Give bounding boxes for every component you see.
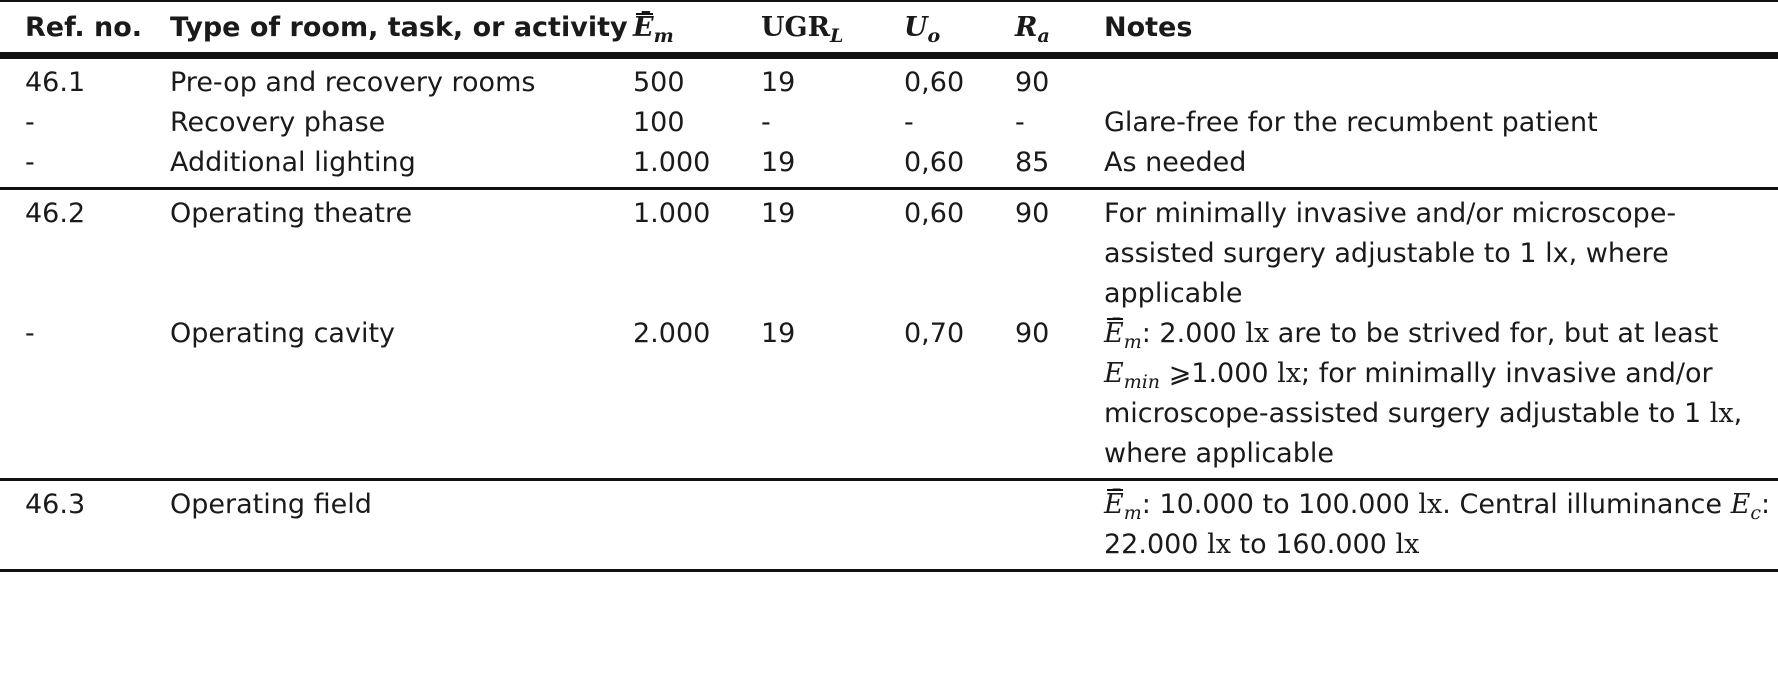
note-text: ⩾1.000 <box>1160 358 1278 389</box>
cell-ref: - <box>25 107 35 138</box>
table-row <box>0 56 1778 104</box>
header-notes: Notes <box>1104 12 1193 43</box>
cell-em: 1.000 <box>633 198 711 229</box>
header-ugr-symbol: UGR <box>761 12 831 43</box>
header-row <box>0 1 1778 56</box>
cell-em: 500 <box>633 67 685 98</box>
cell-ra: 90 <box>1015 198 1050 229</box>
note-unit: lx <box>1418 489 1443 520</box>
cell-type: Operating theatre <box>170 198 413 229</box>
cell-em: 1.000 <box>633 147 711 178</box>
table-row <box>0 480 1778 571</box>
header-em <box>633 1 761 56</box>
cell-ra: - <box>1015 107 1025 138</box>
note-unit: lx <box>1245 318 1270 349</box>
cell-notes <box>1104 314 1778 480</box>
cell-ugr: 19 <box>761 198 796 229</box>
note-symbol: E <box>1730 489 1751 520</box>
cell-type: Additional lighting <box>170 147 416 178</box>
header-type: Type of room, task, or activity <box>170 12 628 43</box>
cell-notes: As needed <box>1104 147 1247 178</box>
note-text: : 10.000 to 100.000 <box>1141 489 1419 520</box>
header-ra <box>1015 1 1104 56</box>
note-unit: lx <box>1277 358 1302 389</box>
cell-ra: 90 <box>1015 67 1050 98</box>
header-ugr <box>761 1 904 56</box>
note-unit: lx <box>1207 529 1231 560</box>
cell-type: Pre-op and recovery rooms <box>170 67 536 98</box>
cell-ra: 90 <box>1015 318 1050 349</box>
header-uo-subscript: o <box>927 25 941 47</box>
table-row <box>0 103 1778 143</box>
table-row <box>0 314 1778 480</box>
table-row <box>0 143 1778 189</box>
header-em-symbol: Ē <box>633 9 654 47</box>
cell-em <box>633 480 761 571</box>
note-unit: lx <box>1709 398 1734 429</box>
cell-ra <box>1015 480 1104 571</box>
cell-type: Recovery phase <box>170 107 386 138</box>
cell-uo: - <box>904 107 914 138</box>
note-text: are to be strived for, but at least <box>1269 318 1719 349</box>
note-symbol: Ē <box>1104 485 1124 525</box>
cell-uo: 0,70 <box>904 318 965 349</box>
cell-uo: 0,60 <box>904 147 965 178</box>
note-text: ; for minimally invasive and/or microscope-assisted surgery adjustable to 1 <box>1104 358 1713 429</box>
header-uo <box>904 1 1015 56</box>
cell-type: Operating field <box>170 489 372 520</box>
note-subscript: min <box>1123 371 1161 393</box>
header-ra-subscript: a <box>1037 25 1050 47</box>
cell-ref: 46.1 <box>25 67 86 98</box>
cell-em: 100 <box>633 107 685 138</box>
cell-uo <box>904 480 1015 571</box>
cell-ref: 46.2 <box>25 198 86 229</box>
cell-ugr <box>761 480 904 571</box>
note-subscript: m <box>1123 502 1142 524</box>
cell-notes <box>1104 56 1778 104</box>
note-subscript: c <box>1750 502 1761 524</box>
header-ra-symbol: R <box>1015 12 1038 43</box>
cell-ugr: 19 <box>761 147 796 178</box>
header-em-subscript: m <box>653 25 674 47</box>
cell-em: 2.000 <box>633 318 711 349</box>
header-ref-no: Ref. no. <box>25 12 143 43</box>
cell-ref: - <box>25 147 35 178</box>
cell-notes: Glare-free for the recumbent patient <box>1104 107 1598 138</box>
cell-ugr: 19 <box>761 318 796 349</box>
note-symbol: E <box>1104 358 1124 389</box>
cell-uo: 0,60 <box>904 198 965 229</box>
cell-ugr: 19 <box>761 67 796 98</box>
cell-notes: For minimally invasive and/or microscope-assisted surgery adjustable to 1 lx, where applicable <box>1104 198 1677 309</box>
note-text: , where applicable <box>1104 398 1743 469</box>
table-row <box>0 189 1778 315</box>
cell-ref: - <box>25 318 35 349</box>
note-subscript: m <box>1123 331 1142 353</box>
cell-ref: 46.3 <box>25 489 86 520</box>
cell-ra: 85 <box>1015 147 1050 178</box>
cell-notes <box>1104 480 1778 571</box>
cell-type: Operating cavity <box>170 318 396 349</box>
note-text: : 2.000 <box>1141 318 1246 349</box>
note-text: . Central illuminance <box>1442 489 1731 520</box>
note-text: to 160.000 <box>1230 529 1396 560</box>
note-symbol: Ē <box>1104 314 1124 354</box>
cell-ugr: - <box>761 107 771 138</box>
note-unit: lx <box>1395 529 1420 560</box>
note-text: : 22.000 <box>1104 489 1771 560</box>
header-ugr-subscript: L <box>830 25 844 47</box>
cell-uo: 0,60 <box>904 67 965 98</box>
header-uo-symbol: U <box>904 12 928 43</box>
